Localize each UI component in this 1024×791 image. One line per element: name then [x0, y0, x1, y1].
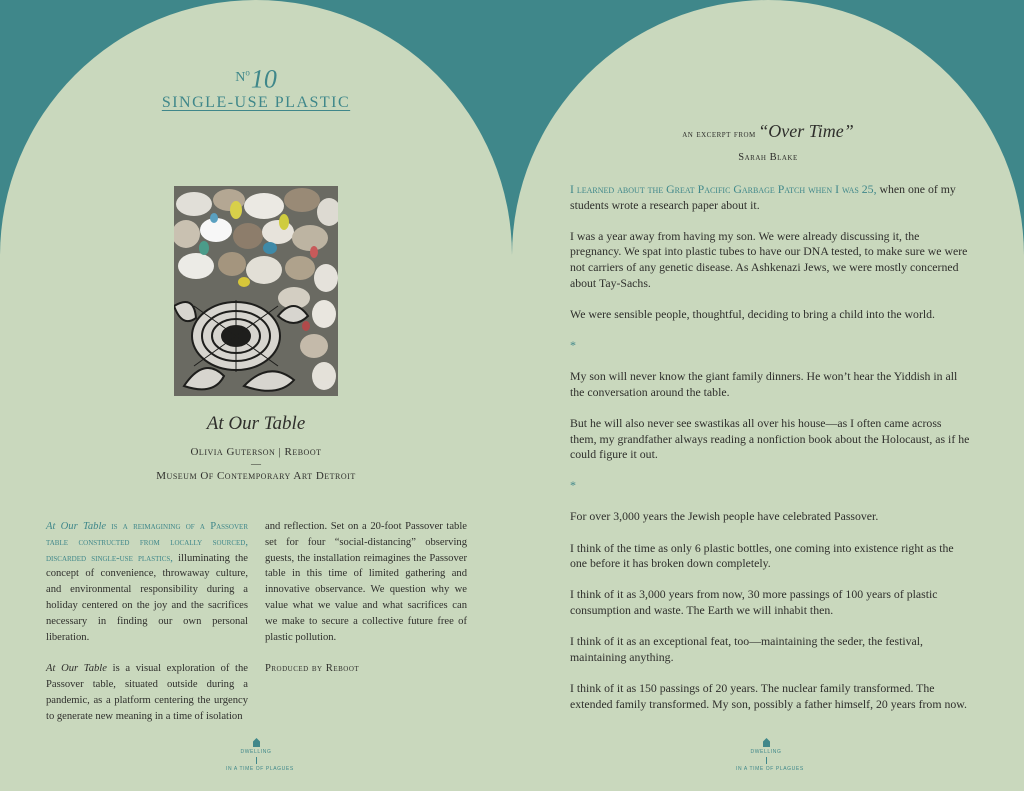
number-prefix: No	[235, 67, 250, 85]
paragraph-text: when one of my students wrote a research paper about it.	[570, 182, 956, 212]
author-name: Sarah Blake	[738, 152, 798, 163]
section-title: SINGLE-USE PLASTIC	[161, 94, 351, 111]
number-value: 10	[250, 64, 277, 94]
description-paragraph	[46, 661, 248, 724]
lead-in-text: is a reimagining of a Passover table constructed from locally sourced, discarded single-use plastics,	[46, 521, 248, 564]
body-paragraph: I think of it as 3,000 years from now, 30 more passings of 100 years of plastic consumption and waste. The Earth we will inhabit then.	[570, 587, 938, 618]
work-title-inline: At Our Table	[46, 663, 107, 675]
body-paragraph: My son will never know the giant family dinners. He won’t hear the Yiddish in all the conversation around the table.	[570, 369, 958, 399]
credit-divider: —	[251, 459, 261, 470]
excerpt-body	[570, 182, 970, 728]
section-separator: *	[570, 478, 576, 493]
excerpt-label: an excerpt from	[682, 129, 756, 140]
body-paragraph: For over 3,000 years the Jewish people have celebrated Passover.	[570, 509, 879, 524]
footer-divider	[256, 757, 257, 764]
description-column-2	[265, 519, 467, 693]
section-separator: *	[570, 337, 576, 352]
artwork-photo	[174, 186, 338, 396]
body-paragraph: I think of it as an exceptional feat, too—maintaining the seder, the festival, maintaining anything.	[570, 634, 923, 664]
description-paragraph: and reflection. Set on a 20-foot Passover table set for four “social-distancing” observing guests, the installation reimagines the Passover table in this time of limited gathering and innovative observance. We question why we value what we value and what sacrifices can we make to secure a collective future free of plastic pollution.	[265, 521, 467, 643]
artwork-title: At Our Table	[206, 413, 306, 434]
artwork-credit: Olivia Guterson | Reboot	[190, 446, 322, 458]
footer-logo	[226, 738, 294, 772]
lead-in-text: I learned about the Great Pacific Garbage Patch when I was 25,	[570, 182, 877, 196]
footer-logo	[736, 738, 804, 772]
paragraph-text: illuminating the concept of convenience, throwaway culture, and environmental responsibility during a holiday centered on the joy and the sacrifices necessary in finding our own personal liberation.	[46, 552, 248, 643]
body-paragraph: I think of it as 150 passings of 20 years. The nuclear family transformed. The extended family transformed. My son, possibly a father himself, 20 years from now.	[570, 681, 967, 711]
footer-subtitle: IN A TIME OF PLAGUES	[736, 766, 804, 772]
excerpt-header	[512, 121, 1024, 142]
artwork-venue: Museum Of Contemporary Art Detroit	[156, 470, 356, 482]
work-title-inline: At Our Table	[46, 521, 107, 532]
excerpt-title: “Over Time”	[758, 121, 854, 141]
footer-title: DWELLING	[240, 749, 272, 755]
artwork-image	[174, 186, 338, 396]
body-paragraph	[570, 182, 970, 213]
footer-divider	[766, 757, 767, 764]
description-paragraph	[46, 519, 248, 645]
house-icon	[763, 738, 770, 747]
body-paragraph: But he will also never see swastikas all over his house—as I often came across them, my grandfather always reading a nonfiction book about the Holocaust, as if he could figure it out.	[570, 415, 970, 462]
body-paragraph: I was a year away from having my son. We were already discussing it, the pregnancy. We spat into plastic tubes to have our DNA tested, to make sure we were not carriers of any genetic disease. As Ashkenazi Jews, we were mostly concerned about Tay-Sachs.	[570, 228, 968, 290]
footer-title: DWELLING	[750, 749, 782, 755]
body-paragraph: I think of the time as only 6 plastic bottles, one coming into existence right as the one before it has broken down completely.	[570, 540, 954, 571]
house-icon	[253, 738, 260, 747]
paragraph-text: is a visual exploration of the Passover table, situated outside during a pandemic, as a platform centering the urgency to generate new meaning in a time of isolation	[46, 663, 248, 722]
produced-by: Produced by Reboot	[265, 663, 360, 675]
footer-subtitle: IN A TIME OF PLAGUES	[226, 766, 294, 772]
issue-number	[0, 56, 512, 96]
body-paragraph: We were sensible people, thoughtful, deciding to bring a child into the world.	[570, 306, 935, 321]
right-page	[512, 0, 1024, 791]
description-column-1	[46, 519, 248, 740]
